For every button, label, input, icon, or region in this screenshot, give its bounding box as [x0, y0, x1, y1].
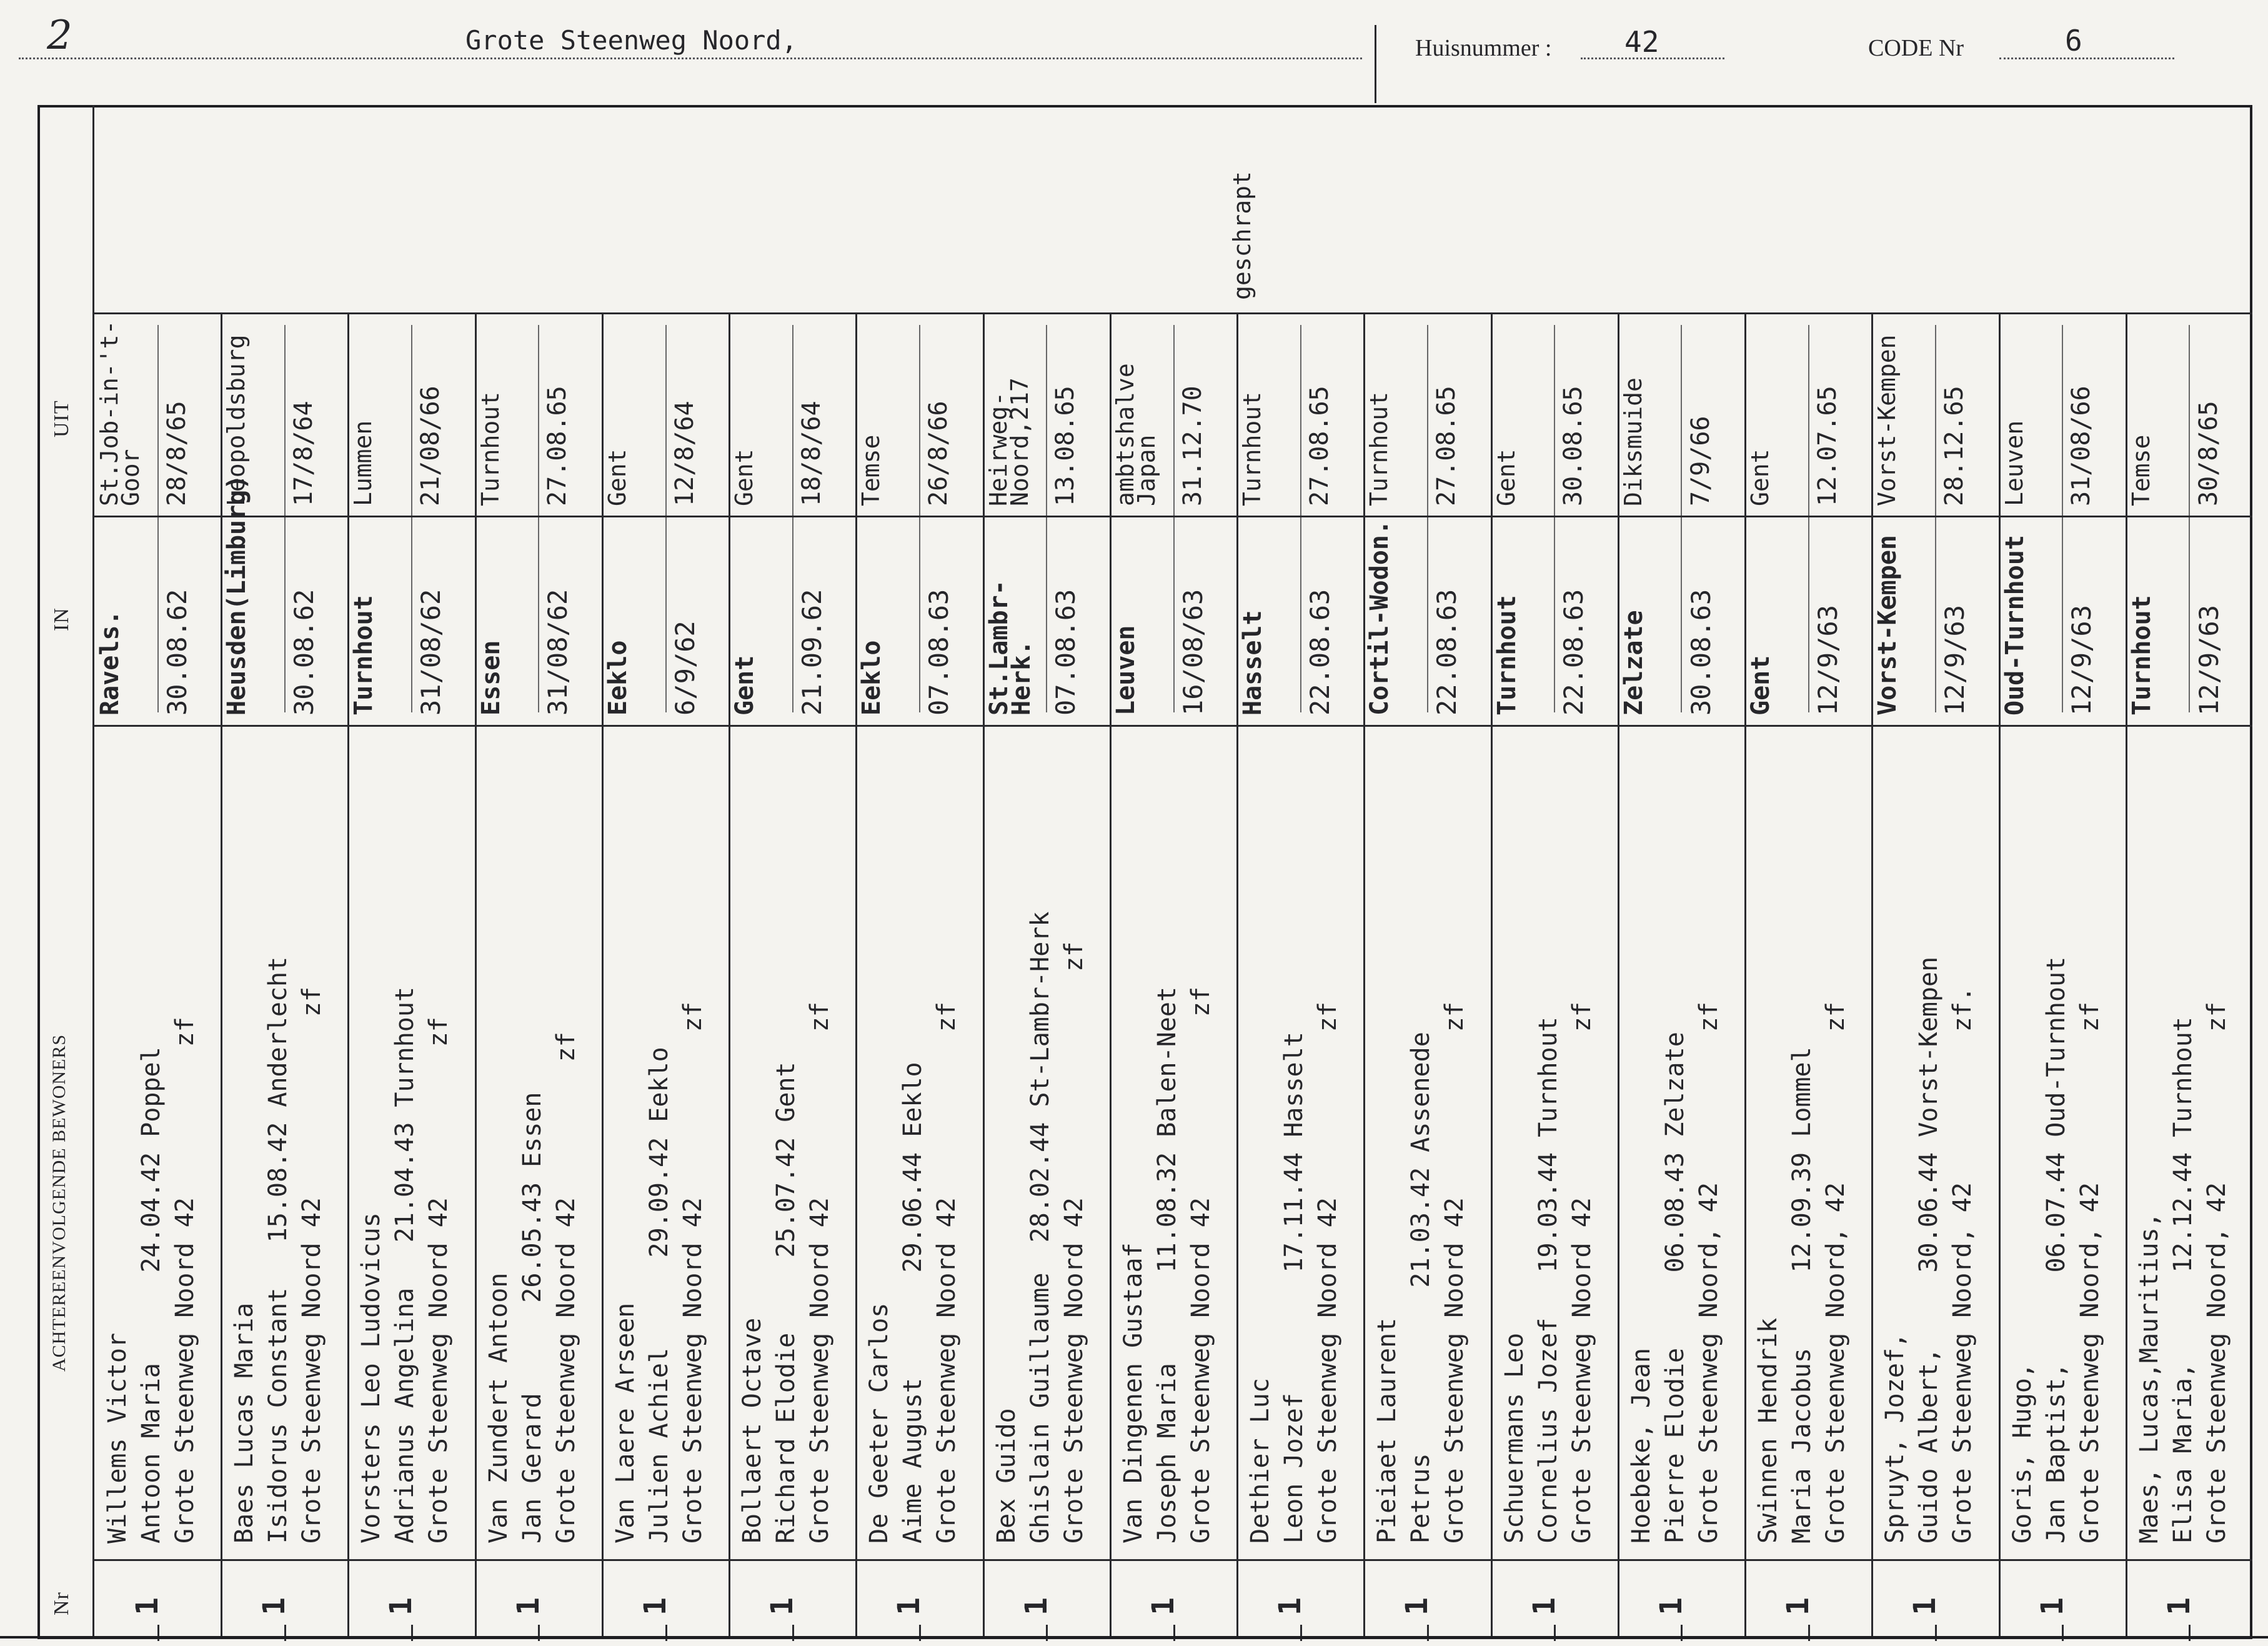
resident-name-line: Adrianus Angelina 21.04.43 Turnhout — [390, 986, 420, 1544]
in-place: Gent — [730, 655, 760, 716]
in-uit-subdivider — [157, 325, 159, 712]
resident-name-line: Grote Steenweg Noord 42 zf — [678, 1002, 707, 1544]
resident-name-line: Richard Elodie 25.07.42 Gent — [772, 1062, 801, 1544]
in-place: Turnhout — [349, 595, 379, 716]
resident-name-line: Petrus 21.03.42 Assenede — [1406, 1032, 1436, 1544]
uit-date: 28.12.65 — [1940, 386, 1969, 506]
in-place: Hasselt — [1238, 610, 1268, 716]
resident-name-line: Grote Steenweg Noord 42 zf — [932, 1002, 962, 1544]
in-place: Zelzate — [1619, 610, 1648, 716]
resident-name-line: Grote Steenweg Noord, 42 zf — [1694, 1002, 1723, 1544]
resident-name-line: Van Zundert Antoon — [484, 1272, 513, 1544]
huisnummer-label: Huisnummer : — [1415, 35, 1552, 61]
row-divider — [602, 312, 604, 1637]
resident-name-line: Cornelius Jozef 19.03.44 Turnhout — [1533, 1017, 1563, 1544]
header-divider — [1375, 25, 1376, 103]
resident-name-line: Goris, Hugo, — [2007, 1363, 2037, 1544]
resident-nr: 1 — [1653, 1597, 1689, 1615]
uit-place: Gent — [1492, 449, 1520, 506]
in-uit-subdivider — [284, 325, 286, 712]
resident-name-line: Isidorus Constant 15.08.42 Anderlecht — [264, 956, 293, 1544]
uit-place: Heirweg-Noord,217 — [984, 377, 1033, 506]
uit-place: Turnhout — [1365, 391, 1393, 506]
bottom-border — [0, 1636, 2268, 1642]
resident-name-line: Jan Gerard 26.05.43 Essen — [517, 1092, 547, 1544]
in-uit-subdivider — [665, 325, 667, 712]
resident-nr: 1 — [1781, 1597, 1816, 1615]
resident-nr: 1 — [1400, 1597, 1435, 1615]
uit-date: 21/08/66 — [416, 386, 445, 506]
column-label-nr: Nr — [50, 1592, 73, 1615]
in-uit-subdivider — [1554, 325, 1555, 712]
uit-place: Turnhout — [1238, 391, 1266, 506]
in-uit-subdivider — [1935, 325, 1936, 712]
resident-name-line: Grote Steenweg Noord, 42 zf — [1821, 1002, 1851, 1544]
resident-name-line: Grote Steenweg Noord 42 zf — [1186, 986, 1215, 1544]
in-date: 12/9/63 — [1939, 604, 1971, 716]
row-divider — [1491, 312, 1493, 1637]
resident-name-line: Swinnen Hendrik — [1754, 1317, 1783, 1544]
uit-date: 12.07.65 — [1813, 386, 1842, 506]
uit-date: 30/8/65 — [2194, 401, 2223, 506]
uit-place: Gent — [603, 449, 631, 506]
resident-name-line: Grote Steenweg Noord 42 zf — [297, 986, 327, 1544]
resident-name-line: Ghislain Guillaume 28.02.44 St-Lambr-Herk — [1025, 911, 1055, 1544]
resident-nr: 1 — [1907, 1597, 1943, 1615]
resident-name-line: Jan Baptist, 06.07.44 Oud-Turnhout — [2041, 956, 2071, 1544]
resident-name-line: Maria Jacobus 12.09.39 Lommel — [1788, 1047, 1817, 1544]
in-place: Eeklo — [603, 640, 632, 716]
resident-name-line: De Geeter Carlos — [865, 1302, 894, 1544]
in-date: 30.08.63 — [1685, 589, 1716, 716]
in-uit-subdivider — [1427, 325, 1428, 712]
in-place: Essen — [476, 640, 505, 716]
in-date: 22.08.63 — [1431, 589, 1463, 716]
separator-bewoners-nr — [94, 1559, 2252, 1561]
in-date: 31/08/62 — [415, 589, 447, 716]
resident-nr: 1 — [510, 1597, 546, 1615]
in-date: 07.08.63 — [1050, 589, 1082, 716]
uit-date: 17/8/64 — [289, 401, 318, 506]
resident-name-line: Guido Albert, 30.06.44 Vorst-Kempen — [1914, 956, 1944, 1544]
row-divider — [475, 312, 477, 1637]
code-value: 6 — [2065, 24, 2082, 57]
row-divider — [1363, 312, 1365, 1637]
resident-name-line: Aime August 29.06.44 Eeklo — [898, 1062, 928, 1544]
in-place: Eeklo — [857, 640, 887, 716]
uit-place: Gent — [1746, 449, 1774, 506]
in-uit-subdivider — [411, 325, 412, 712]
in-date: 21.09.62 — [796, 589, 827, 716]
resident-name-line: Grote Steenweg Noord, 42 zf — [2075, 1002, 2104, 1544]
in-date: 12/9/63 — [2193, 604, 2224, 716]
resident-name-line: Spruyt, Jozef, — [1881, 1332, 1910, 1544]
resident-name-line: Van Dingenen Gustaaf — [1118, 1242, 1148, 1544]
in-date: 12/9/63 — [1812, 604, 1843, 716]
in-uit-subdivider — [1300, 325, 1301, 712]
huisnummer-value: 42 — [1624, 25, 1659, 59]
resident-nr: 1 — [637, 1597, 673, 1615]
in-uit-subdivider — [2062, 325, 2063, 712]
resident-nr: 1 — [384, 1597, 419, 1615]
uit-place: Diksmuide — [1619, 377, 1647, 506]
in-uit-subdivider — [1173, 325, 1175, 712]
uit-date: 18/8/64 — [797, 401, 826, 506]
resident-nr: 1 — [765, 1597, 800, 1615]
in-place: Ravels. — [96, 610, 124, 716]
in-uit-subdivider — [1046, 325, 1047, 712]
uit-date: 28/8/65 — [162, 401, 191, 506]
in-date: 22.08.63 — [1558, 589, 1589, 716]
resident-name-line: Grote Steenweg Noord, 42 zf. — [1948, 986, 1977, 1544]
resident-name-line: Pieiaet Laurent — [1373, 1317, 1402, 1544]
in-place: St.Lambr-Herk. — [984, 580, 1036, 716]
resident-nr: 1 — [2034, 1597, 2070, 1615]
resident-nr: 1 — [1273, 1597, 1308, 1615]
resident-name-line: Elisa Maria, 12.12.44 Turnhout — [2168, 1017, 2197, 1544]
uit-date: 26/8/66 — [924, 401, 953, 506]
uit-date: 31.12.70 — [1178, 386, 1207, 506]
in-place: Cortil-Wodon. — [1365, 519, 1395, 716]
in-uit-subdivider — [792, 325, 793, 712]
in-date: 6/9/62 — [669, 621, 700, 716]
in-date: 22.08.63 — [1304, 589, 1335, 716]
resident-nr: 1 — [1145, 1597, 1181, 1615]
resident-name-line: Grote Steenweg Noord 42 zf — [1567, 1002, 1596, 1544]
code-label: CODE Nr — [1868, 35, 1964, 61]
resident-name-line: Van Laere Arseen — [610, 1302, 640, 1544]
resident-name-line: Willems Victor — [103, 1332, 132, 1544]
resident-name-line: Schuermans Leo — [1500, 1332, 1529, 1544]
resident-nr: 1 — [1526, 1597, 1562, 1615]
resident-name-line: Grote Steenweg Noord 42 zf — [805, 1002, 835, 1544]
row-divider — [1999, 312, 2001, 1637]
page-number: 2 — [47, 12, 72, 59]
in-uit-subdivider — [1681, 325, 1682, 712]
in-uit-subdivider — [919, 325, 920, 712]
uit-date: 27.08.65 — [1305, 386, 1334, 506]
row-divider — [347, 312, 349, 1637]
in-date: 07.08.63 — [923, 589, 955, 716]
resident-name-line: Bex Guido — [992, 1408, 1021, 1544]
resident-name-line: Joseph Maria 11.08.32 Balen-Neet — [1152, 986, 1181, 1544]
column-label-in: IN — [50, 607, 73, 631]
resident-name-line: Hoebeke, Jean — [1626, 1347, 1656, 1544]
in-place: Vorst-Kempen — [1873, 535, 1902, 716]
resident-name-line: Grote Steenweg Noord 42 zf — [551, 1032, 580, 1544]
resident-name-line: Dethier Luc — [1246, 1378, 1275, 1544]
in-place: Oud-Turnhout — [2000, 535, 2029, 716]
row-divider — [855, 312, 857, 1637]
resident-name-line: Grote Steenweg Noord 42 zf — [1313, 1002, 1343, 1544]
code-dotted-line — [1999, 57, 2174, 59]
in-uit-subdivider — [1808, 325, 1809, 712]
resident-name-line: Grote Steenweg Noord 42 zf — [1440, 1002, 1470, 1544]
row-divider — [1618, 312, 1619, 1637]
row-divider — [1110, 312, 1112, 1637]
resident-name-line: Bollaert Octave — [738, 1317, 767, 1544]
uit-place: Gent — [730, 449, 758, 506]
in-date: 30.08.62 — [161, 589, 192, 716]
in-date: 30.08.62 — [289, 589, 319, 716]
row-divider — [729, 312, 730, 1637]
uit-place: ambtshalve Japan — [1111, 363, 1160, 506]
resident-name-line: Antoon Maria 24.04.42 Poppel — [137, 1047, 166, 1544]
resident-nr: 1 — [2161, 1597, 2197, 1615]
uit-date: 30.08.65 — [1559, 386, 1588, 506]
row-divider — [1871, 312, 1873, 1637]
uit-place: Temse — [857, 434, 885, 506]
uit-place: Temse — [2127, 434, 2155, 506]
in-date: 12/9/63 — [2066, 604, 2097, 716]
in-place: Heusden(Limburg) — [222, 474, 252, 716]
resident-nr: 1 — [257, 1597, 292, 1615]
uit-date: 31/08/66 — [2067, 386, 2096, 506]
in-uit-subdivider — [2189, 325, 2190, 712]
uit-date: 27.08.65 — [543, 386, 572, 506]
in-place: Leuven — [1111, 625, 1140, 716]
street-name: Grote Steenweg Noord, — [465, 25, 798, 56]
resident-nr: 1 — [129, 1597, 165, 1615]
resident-name-line: Grote Steenweg Noord 42 zf — [424, 1017, 454, 1544]
label-column-divider — [92, 105, 94, 1639]
separator-in-bewoners — [94, 725, 2252, 727]
row-divider — [2126, 312, 2127, 1637]
uit-date: 13.08.65 — [1051, 386, 1080, 506]
in-place: Turnhout — [2127, 595, 2156, 716]
resident-nr: 1 — [1018, 1597, 1054, 1615]
in-date: 31/08/62 — [542, 589, 574, 716]
in-date: 16/08/63 — [1177, 589, 1208, 716]
resident-name-line: Baes Lucas Maria — [230, 1302, 259, 1544]
in-place: Gent — [1746, 655, 1776, 716]
uit-place: Lummen — [349, 420, 377, 506]
uit-date: 12/8/64 — [670, 401, 699, 506]
resident-name-line: Grote Steenweg Noord, 42 zf — [2202, 1002, 2231, 1544]
street-dotted-line — [19, 57, 1362, 59]
huisnummer-dotted-line — [1581, 57, 1724, 59]
uit-place: Leuven — [2000, 420, 2028, 506]
column-label-bewoners: ACHTEREENVOLGENDE BEWONERS — [49, 1034, 69, 1372]
uit-place: Leopoldsburg — [222, 334, 251, 506]
resident-name-line: Leon Jozef 17.11.44 Hasselt — [1280, 1032, 1309, 1544]
resident-name-line: Maes, Lucas,Mauritius, — [2134, 1212, 2164, 1544]
row-divider — [983, 312, 985, 1637]
uit-date: 27.08.65 — [1432, 386, 1461, 506]
in-place: Turnhout — [1492, 595, 1521, 716]
resident-name-line: Grote Steenweg Noord 42 zf — [1059, 941, 1088, 1544]
resident-name-line: Julien Achiel 29.09.42 Eeklo — [644, 1047, 674, 1544]
separator-uit-top — [94, 312, 2252, 314]
uit-place: Vorst-Kempen — [1873, 334, 1901, 506]
in-uit-subdivider — [538, 325, 539, 712]
resident-name-line: Pierre Elodie 06.08.43 Zelzate — [1660, 1032, 1689, 1544]
uit-place: St.Job-in-'t-Goor — [96, 320, 144, 506]
uit-date: 7/9/66 — [1686, 416, 1715, 506]
uit-annotation: geschrapt — [1228, 171, 1256, 300]
resident-nr: 1 — [892, 1597, 927, 1615]
row-divider — [1236, 312, 1238, 1637]
row-divider — [1744, 312, 1746, 1637]
uit-place: Turnhout — [476, 391, 504, 506]
resident-name-line: Grote Steenweg Noord 42 zf — [171, 1017, 199, 1544]
resident-name-line: Vorsters Leo Ludovicus — [357, 1212, 386, 1544]
column-label-uit: UIT — [50, 400, 73, 437]
